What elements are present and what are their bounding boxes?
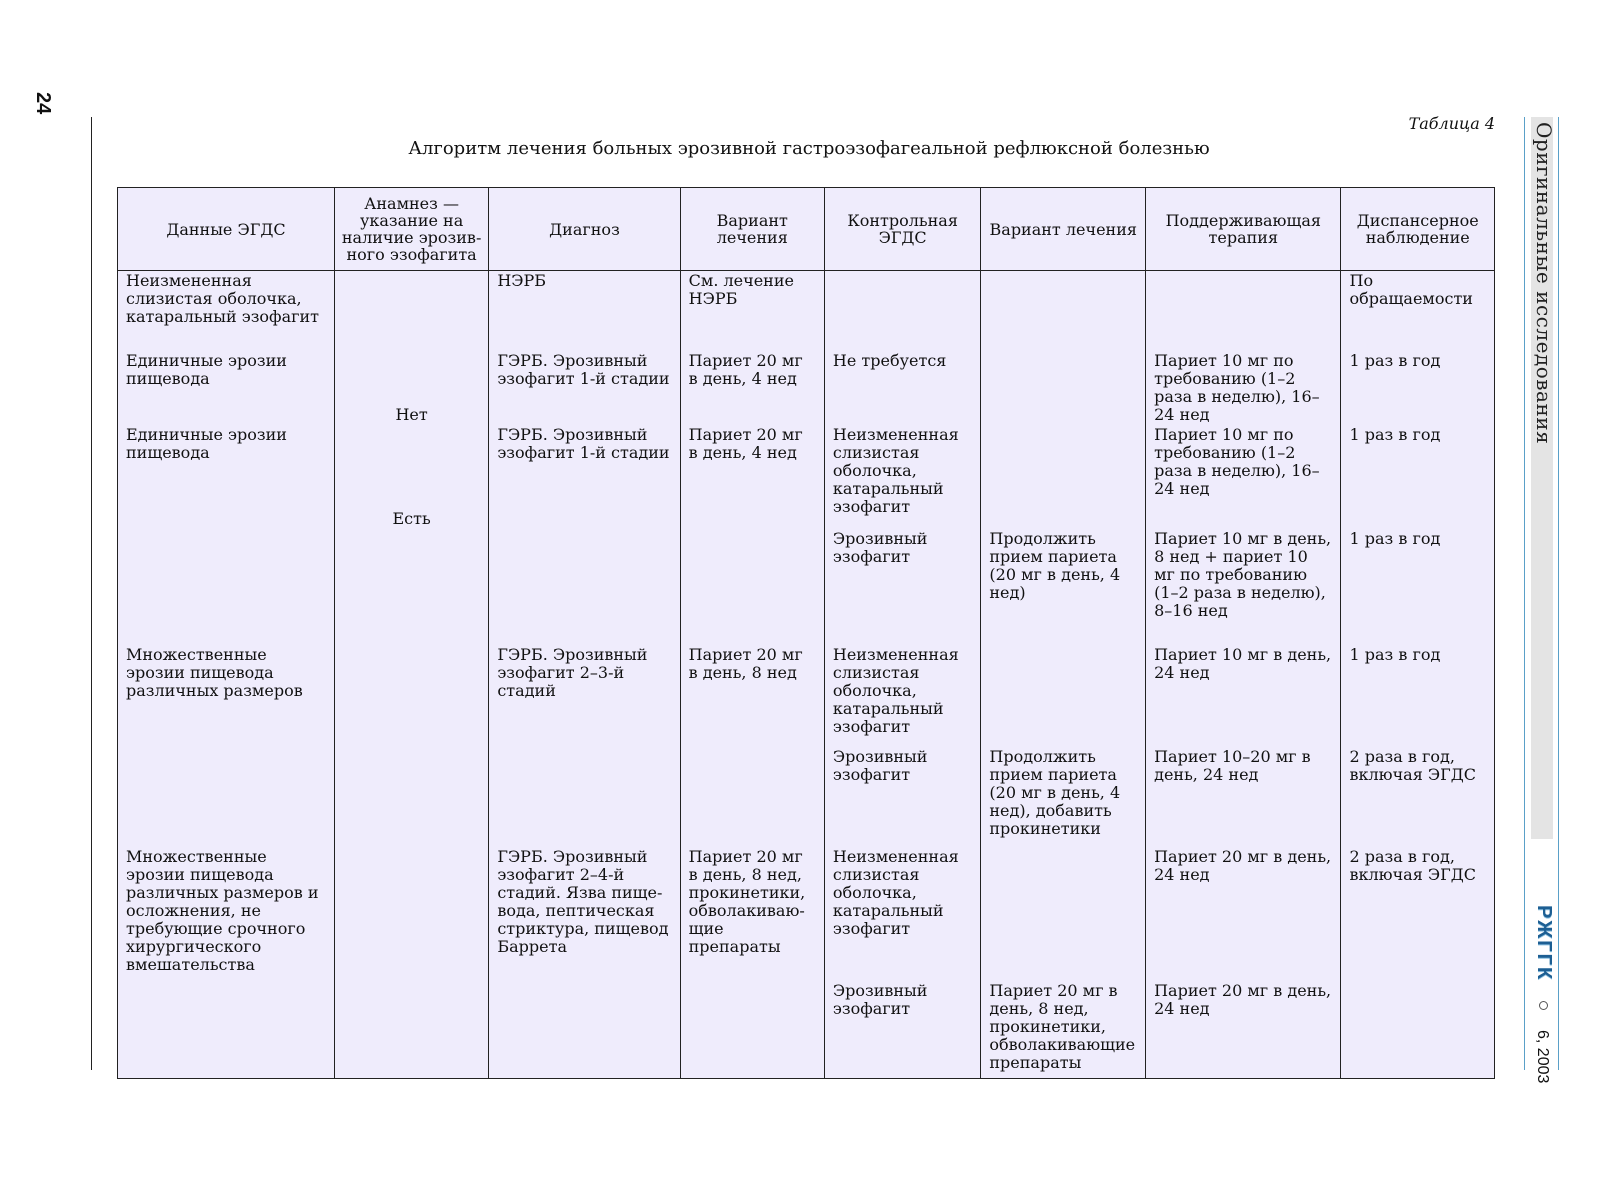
cell-egds: Неизмененная слизистая оболочка, катаральный эзофагит (118, 271, 335, 351)
cell-treatment: См. лечение НЭРБ (680, 271, 824, 351)
table-header-row (118, 188, 1495, 271)
cell-diagnosis: ГЭРБ. Эрозивный эзофагит 2–3-й стадий (489, 645, 680, 747)
cell-maintenance: Париет 20 мг в день, 24 нед (1146, 981, 1341, 1079)
cell-diagnosis: ГЭРБ. Эрозивный эзофагит 2–4-й стадий. Язва пище-вода, пептическая стриктура, пищевод Баррета (489, 847, 680, 981)
cell-treatment (680, 529, 824, 645)
cell-followup: 2 раза в год, включая ЭГДС (1341, 847, 1495, 981)
cell-treatment2 (981, 847, 1146, 981)
cell-egds (118, 981, 335, 1079)
cell-egds: Единичные эрозии пищевода (118, 425, 335, 529)
table-row (118, 351, 1495, 425)
treatment-algorithm-table (117, 187, 1495, 1079)
cell-treatment (680, 981, 824, 1079)
column-header: Вариант лечения (981, 188, 1146, 271)
section-title: Оригинальные исследования (1532, 122, 1556, 445)
cell-treatment: Париет 20 мг в день, 8 нед, прокинетики, обволакиваю-щие препараты (680, 847, 824, 981)
cell-egds: Единичные эрозии пищевода (118, 351, 335, 425)
table-row (118, 529, 1495, 645)
column-header: Поддерживающая терапия (1146, 188, 1341, 271)
cell-diagnosis: ГЭРБ. Эрозивный эзофагит 1-й стадии (489, 351, 680, 425)
cell-treatment2 (981, 645, 1146, 747)
column-header: Контрольная ЭГДС (824, 188, 981, 271)
cell-egds: Множественные эрозии пищевода различных размеров и осложнения, не требующие срочного хирургического вмешательства (118, 847, 335, 981)
cell-followup: 1 раз в год (1341, 645, 1495, 747)
cell-treatment2: Париет 20 мг в день, 8 нед, прокинетики, обволакивающие препараты (981, 981, 1146, 1079)
cell-anamnesis (334, 645, 488, 747)
table-row (118, 981, 1495, 1079)
cell-diagnosis: ГЭРБ. Эрозивный эзофагит 1-й стадии (489, 425, 680, 529)
cell-control-egds: Эрозивный эзофагит (824, 981, 981, 1079)
table-row (118, 645, 1495, 747)
cell-diagnosis (489, 747, 680, 847)
cell-treatment (680, 747, 824, 847)
cell-control-egds: Неизмененная слизистая оболочка, катаральный эзофагит (824, 645, 981, 747)
cell-control-egds: Неизмененная слизистая оболочка, катаральный эзофагит (824, 425, 981, 529)
cell-anamnesis (334, 847, 488, 981)
cell-maintenance: Париет 10 мг в день, 8 нед + париет 10 мг по требованию (1–2 раза в неделю), 8–16 нед (1146, 529, 1341, 645)
cell-treatment: Париет 20 мг в день, 4 нед (680, 351, 824, 425)
cell-anamnesis (334, 747, 488, 847)
cell-followup (1341, 981, 1495, 1079)
table-row (118, 747, 1495, 847)
cell-control-egds (824, 271, 981, 351)
table-caption: Таблица 4 (1408, 114, 1495, 133)
cell-maintenance: Париет 10 мг по требованию (1–2 раза в неделю), 16–24 нед (1146, 351, 1341, 425)
left-margin-rule (91, 117, 92, 1070)
cell-maintenance: Париет 10 мг в день, 24 нед (1146, 645, 1341, 747)
cell-diagnosis: НЭРБ (489, 271, 680, 351)
cell-anamnesis: Есть (334, 425, 488, 529)
cell-diagnosis (489, 981, 680, 1079)
cell-anamnesis (334, 271, 488, 351)
cell-followup: 2 раза в год, включая ЭГДС (1341, 747, 1495, 847)
cell-followup: 1 раз в год (1341, 425, 1495, 529)
table-row (118, 425, 1495, 529)
cell-control-egds: Неизмененная слизистая оболочка, катаральный эзофагит (824, 847, 981, 981)
cell-followup: По обращаемости (1341, 271, 1495, 351)
cell-treatment2: Продолжить прием париета (20 мг в день, 4 нед) (981, 529, 1146, 645)
cell-maintenance: Париет 20 мг в день, 24 нед (1146, 847, 1341, 981)
separator-circle-icon (1539, 1001, 1548, 1010)
cell-egds (118, 529, 335, 645)
cell-treatment2: Продолжить прием париета (20 мг в день, 4 нед), добавить прокинетики (981, 747, 1146, 847)
column-header: Диагноз (489, 188, 680, 271)
cell-treatment2 (981, 425, 1146, 529)
cell-followup: 1 раз в год (1341, 351, 1495, 425)
table-row (118, 847, 1495, 981)
table-title: Алгоритм лечения больных эрозивной гастроэзофагеальной рефлюксной болезнью (408, 138, 1210, 159)
cell-treatment2 (981, 271, 1146, 351)
right-margin-rule (1524, 117, 1525, 1070)
page-number: 24 (32, 92, 54, 115)
cell-egds: Множественные эрозии пищевода различных размеров (118, 645, 335, 747)
cell-anamnesis: Нет (334, 351, 488, 425)
table-row (118, 271, 1495, 351)
cell-diagnosis (489, 529, 680, 645)
column-header: Диспансерное наблюдение (1341, 188, 1495, 271)
cell-egds (118, 747, 335, 847)
journal-logo: РЖГГК (1533, 905, 1555, 982)
cell-maintenance: Париет 10–20 мг в день, 24 нед (1146, 747, 1341, 847)
cell-anamnesis (334, 529, 488, 645)
column-header: Данные ЭГДС (118, 188, 335, 271)
cell-control-egds: Эрозивный эзофагит (824, 747, 981, 847)
cell-control-egds: Эрозивный эзофагит (824, 529, 981, 645)
cell-treatment2 (981, 351, 1146, 425)
cell-anamnesis (334, 981, 488, 1079)
cell-control-egds: Не требуется (824, 351, 981, 425)
cell-maintenance: Париет 10 мг по требованию (1–2 раза в неделю), 16–24 нед (1146, 425, 1341, 529)
cell-treatment: Париет 20 мг в день, 8 нед (680, 645, 824, 747)
column-header: Вариант лечения (680, 188, 824, 271)
right-margin-rule-outer (1558, 117, 1559, 1070)
column-header: Анамнез — указание на наличие эрозив-ного эзофагита (334, 188, 488, 271)
cell-maintenance (1146, 271, 1341, 351)
cell-treatment: Париет 20 мг в день, 4 нед (680, 425, 824, 529)
journal-issue: 6, 2003 (1534, 1030, 1551, 1084)
cell-followup: 1 раз в год (1341, 529, 1495, 645)
